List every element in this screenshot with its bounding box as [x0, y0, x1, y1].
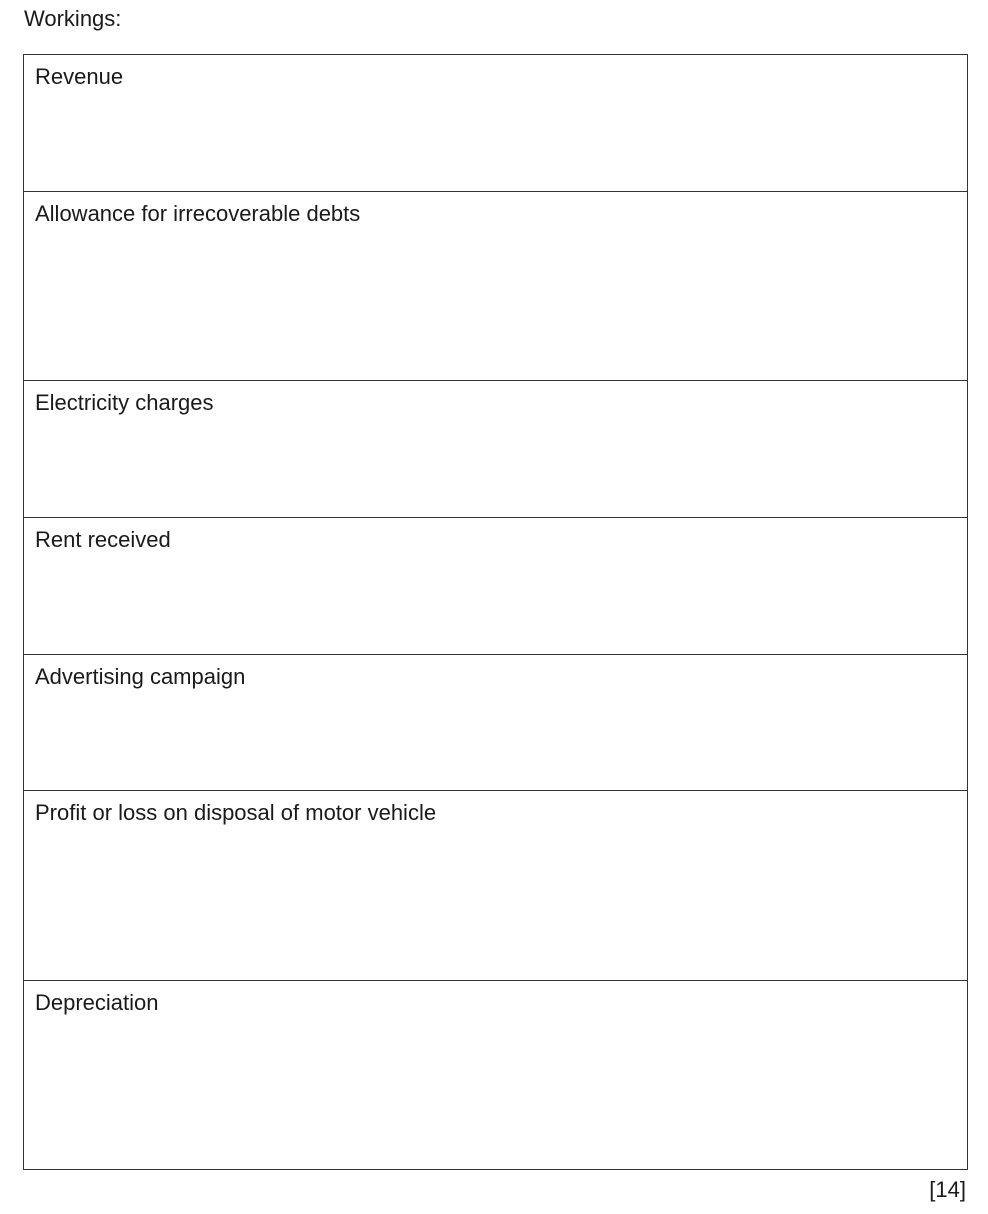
marks-allocation: [14] — [929, 1177, 966, 1202]
answer-box-depreciation[interactable] — [24, 980, 967, 1169]
answer-box-disposal-motor-vehicle[interactable] — [24, 790, 967, 981]
answer-box-advertising-campaign[interactable] — [24, 654, 967, 791]
section-label: Profit or loss on disposal of motor vehicle — [35, 800, 437, 825]
answer-box-rent-received[interactable] — [24, 517, 967, 655]
answer-box-revenue[interactable] — [24, 55, 967, 192]
section-label: Electricity charges — [35, 390, 214, 415]
section-label: Advertising campaign — [35, 664, 246, 689]
workings-table — [23, 54, 968, 1170]
section-label: Allowance for irrecoverable debts — [35, 201, 361, 226]
section-label: Rent received — [35, 527, 171, 552]
workings-heading: Workings: — [24, 6, 122, 31]
section-label: Depreciation — [35, 990, 159, 1015]
answer-box-electricity-charges[interactable] — [24, 380, 967, 518]
answer-box-allowance-irrecoverable-debts[interactable] — [24, 191, 967, 381]
section-label: Revenue — [35, 64, 124, 89]
